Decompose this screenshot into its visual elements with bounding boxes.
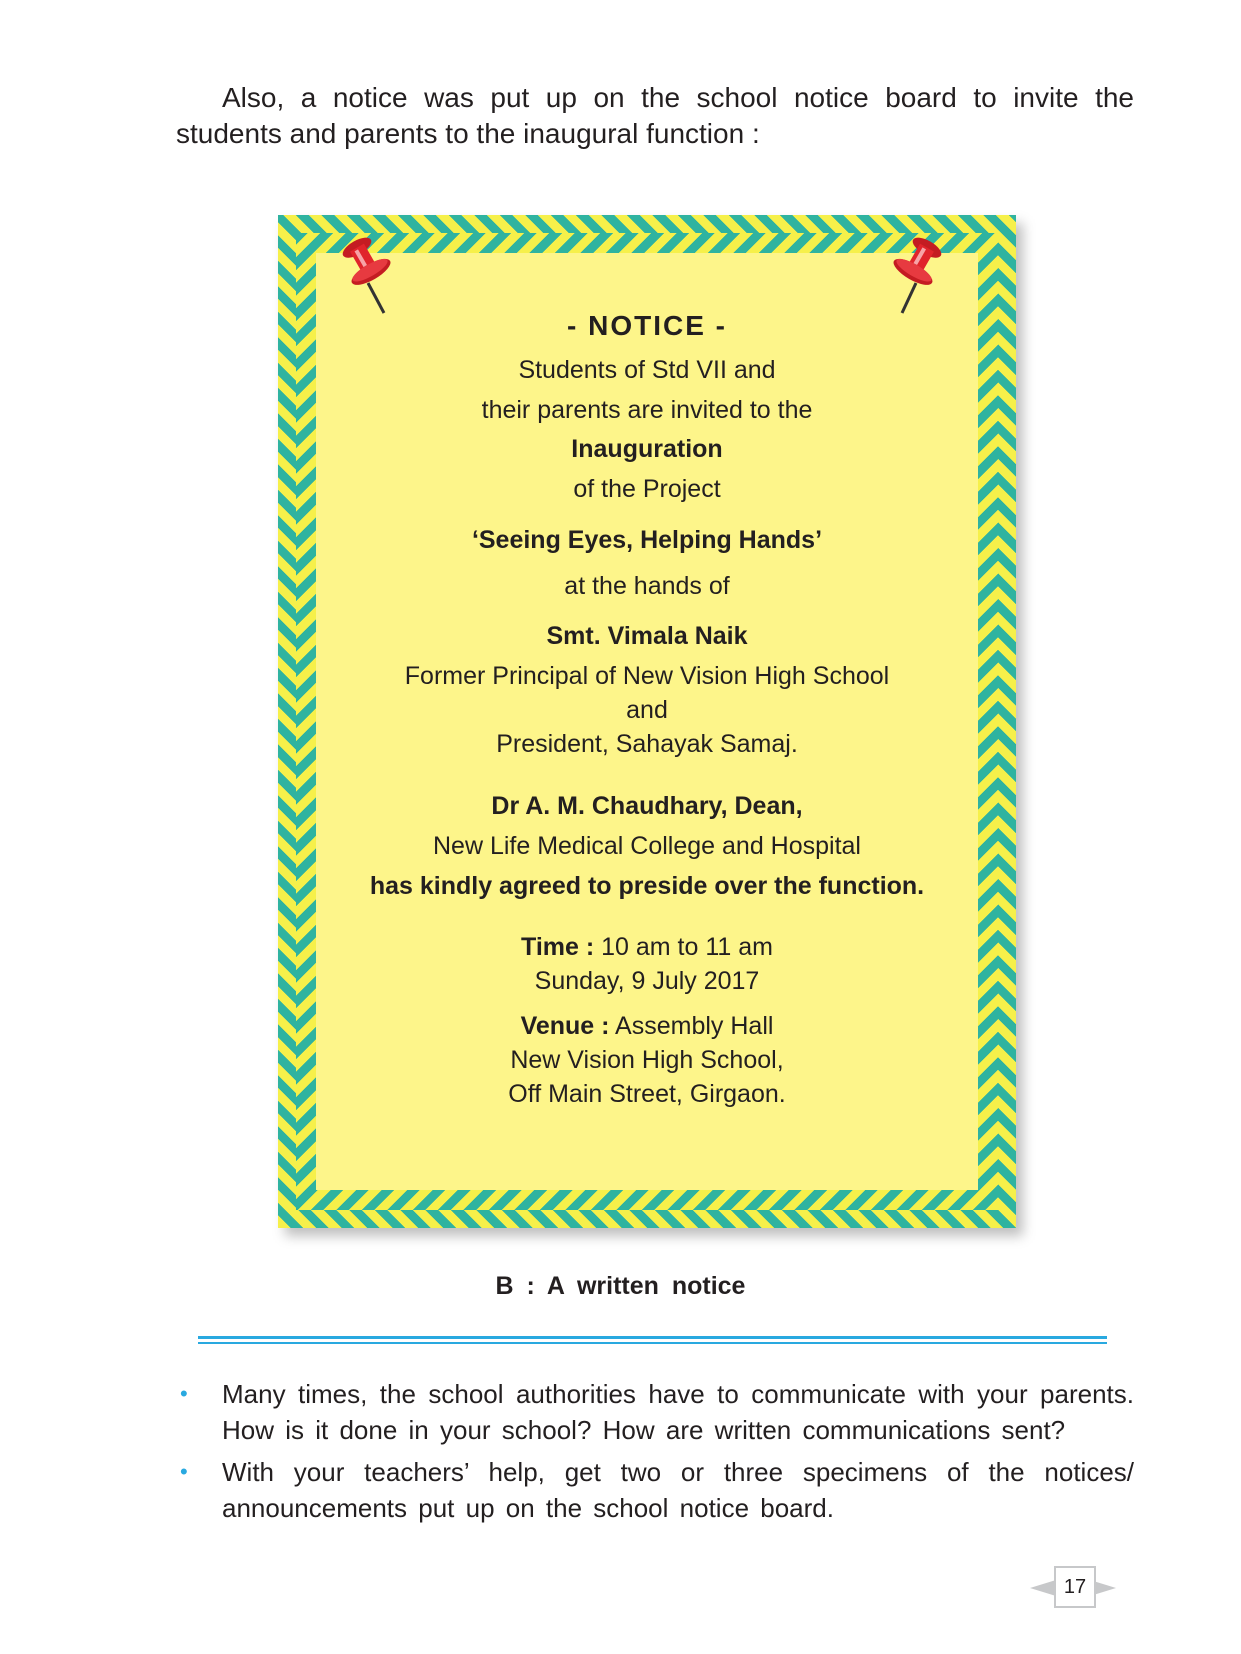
bullet-icon: •: [180, 1381, 188, 1406]
activity-list: [176, 1376, 1134, 1532]
list-item-text: With your teachers’ help, get two or three specimens of the notices/ announcements put up on the school notice board.: [222, 1457, 1134, 1523]
notice-line: their parents are invited to the: [481, 396, 813, 424]
bullet-icon: •: [180, 1459, 188, 1484]
notice-line: Students of Std VII and: [518, 356, 776, 384]
notice-heading: - NOTICE -: [567, 310, 727, 341]
notice-venue-line: New Vision High School,: [510, 1046, 784, 1074]
notice-guest-name: Smt. Vimala Naik: [546, 622, 748, 650]
notice-guest-role: President, Sahayak Samaj.: [496, 730, 798, 758]
notice-line: and: [626, 696, 668, 724]
pushpin-icon: [882, 235, 952, 315]
notice-event: Inauguration: [571, 435, 723, 463]
page-number-label: 17: [1054, 1566, 1096, 1608]
notice-board: [278, 215, 1016, 1228]
notice-time-value: 10 am to 11 am: [594, 933, 773, 961]
notice-venue: [316, 1011, 978, 1041]
notice-date: Sunday, 9 July 2017: [534, 967, 760, 995]
divider: [198, 1336, 1107, 1339]
notice-guest-role: Former Principal of New Vision High School: [404, 662, 890, 690]
figure-caption: B : A written notice: [495, 1272, 746, 1300]
notice-time-label: Time :: [521, 933, 595, 961]
page-number: [1030, 1566, 1116, 1610]
notice-presider-org: New Life Medical College and Hospital: [432, 832, 861, 860]
notice-presider-name: Dr A. M. Chaudhary, Dean,: [491, 792, 803, 820]
notice-presider-note: has kindly agreed to preside over the function.: [369, 872, 925, 900]
intro-text: Also, a notice was put up on the school notice board to invite the students and parents to the inaugural function :: [176, 82, 1134, 149]
notice-line: at the hands of: [564, 572, 730, 600]
list-item-text: Many times, the school authorities have to communicate with your parents. How is it done in your school? How are written communications sent?: [222, 1379, 1134, 1445]
notice-venue-label: Venue :: [520, 1012, 610, 1040]
notice-time: [316, 932, 978, 962]
intro-paragraph: [176, 80, 1134, 152]
list-item: [176, 1454, 1134, 1526]
notice-project-name: ‘Seeing Eyes, Helping Hands’: [471, 526, 823, 554]
notice-content: [316, 253, 978, 1190]
arrow-left-icon: [1030, 1580, 1056, 1596]
notice-venue-line: Off Main Street, Girgaon.: [508, 1080, 786, 1108]
notice-venue-value: Assembly Hall: [609, 1012, 774, 1040]
notice-line: of the Project: [573, 475, 721, 503]
pushpin-icon: [332, 235, 402, 315]
divider: [198, 1342, 1107, 1344]
list-item: [176, 1376, 1134, 1448]
